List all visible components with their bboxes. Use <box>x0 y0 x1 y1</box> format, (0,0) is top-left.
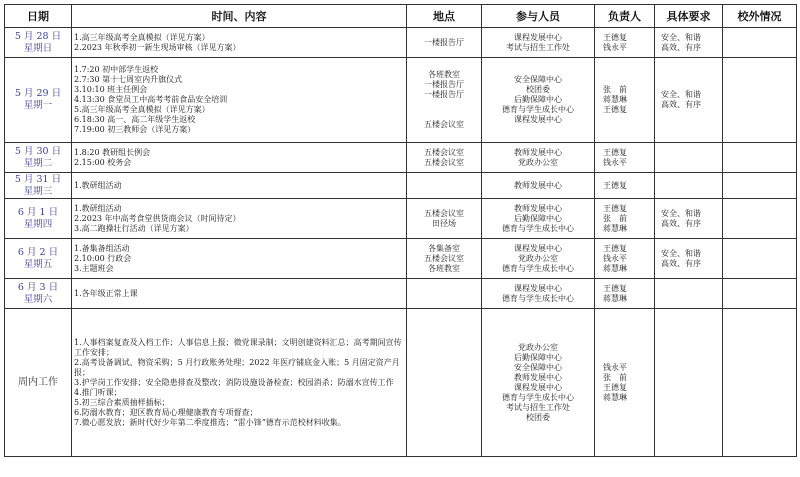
responsible-text: 钱永平 <box>603 42 627 52</box>
location-text: 各班教室 <box>428 70 460 79</box>
location-text: 田径场 <box>432 218 456 228</box>
off-campus-cell <box>723 309 797 457</box>
table-row <box>5 58 797 143</box>
content-item: 2.10:00 行政会 <box>74 253 132 263</box>
requirements-cell <box>655 279 723 309</box>
header-requirements: 具体要求 <box>655 5 723 28</box>
responsible-cell <box>595 239 655 279</box>
participant-text: 课程发展中心 <box>514 243 562 253</box>
requirement-text: 安全、和谐 <box>661 248 701 258</box>
participant-text: 校团委 <box>526 412 550 422</box>
participant-text: 德育与学生成长中心 <box>502 223 574 233</box>
content-item: 5.初三综合素质抽样插标； <box>74 397 170 407</box>
date-cell <box>5 173 72 199</box>
responsible-text: 张 前 <box>603 372 627 382</box>
participant-text: 考试与招生工作处 <box>506 402 570 412</box>
responsible-text: 蒋慧琳 <box>603 95 627 104</box>
responsible-text: 钱永平 <box>603 362 627 372</box>
location-cell <box>407 143 482 173</box>
requirements-cell <box>655 143 723 173</box>
location-text: 各班教室 <box>428 263 460 273</box>
weekly-schedule-table <box>4 4 797 457</box>
requirement-text: 高效、有序 <box>661 218 701 228</box>
participant-text: 教师发展中心 <box>514 372 562 382</box>
off-campus-cell <box>723 143 797 173</box>
header-location: 地点 <box>407 5 482 28</box>
requirement-text: 高效、有序 <box>661 42 701 52</box>
participants-cell <box>482 199 595 239</box>
participants-cell <box>482 309 595 457</box>
participants-cell <box>482 279 595 309</box>
content-item: 2.2023 年中高考食堂供货商会议（时间待定） <box>74 213 241 223</box>
location-text: 各集备室 <box>428 243 460 253</box>
requirement-text: 安全、和谐 <box>661 32 701 42</box>
location-text: 五楼会议室 <box>424 147 464 157</box>
off-campus-cell <box>723 58 797 143</box>
weekday-text: 星期三 <box>23 185 53 197</box>
table-row <box>5 199 797 239</box>
location-cell <box>407 279 482 309</box>
date-text: 6 月 3 日 <box>17 281 59 293</box>
header-row <box>5 5 797 28</box>
participants-cell <box>482 173 595 199</box>
participant-text: 课程发展中心 <box>514 32 562 42</box>
participant-text: 党政办公室 <box>518 253 558 263</box>
date-cell <box>5 28 72 58</box>
participants-cell <box>482 143 595 173</box>
header-content: 时间、内容 <box>72 5 407 28</box>
responsible-text: 钱永平 <box>603 157 627 167</box>
content-item: 1.各年级正常上课 <box>74 288 138 298</box>
table-row <box>5 28 797 58</box>
weekday-text: 星期五 <box>23 258 53 270</box>
content-cell <box>72 279 407 309</box>
responsible-text: 王德复 <box>603 180 627 190</box>
responsible-cell <box>595 143 655 173</box>
content-item: 7.19:00 初三教师会（详见方案） <box>74 125 196 134</box>
requirements-cell <box>655 309 723 457</box>
participant-text: 安全保障中心 <box>514 362 562 372</box>
date-text: 5 月 31 日 <box>14 173 62 185</box>
location-cell <box>407 199 482 239</box>
table-row <box>5 173 797 199</box>
content-item: 1.7:20 初中部学生返校 <box>74 65 159 74</box>
weekly-work-label: 周内工作 <box>5 309 72 457</box>
participant-text: 安全保障中心 <box>514 75 562 84</box>
date-cell <box>5 58 72 143</box>
location-text: 五楼会议室 <box>424 120 464 129</box>
weekday-text: 星期六 <box>23 293 53 305</box>
date-text: 5 月 29 日 <box>14 88 62 99</box>
requirements-cell <box>655 239 723 279</box>
responsible-text: 蒋慧琳 <box>603 263 627 273</box>
responsible-text: 张 前 <box>603 213 627 223</box>
content-cell <box>72 58 407 143</box>
participant-text: 课程发展中心 <box>514 283 562 293</box>
responsible-cell <box>595 279 655 309</box>
participant-text: 后勤保障中心 <box>514 95 562 104</box>
responsible-cell <box>595 309 655 457</box>
responsible-cell <box>595 28 655 58</box>
table-row <box>5 143 797 173</box>
weekday-text: 星期日 <box>23 42 53 54</box>
location-text: 五楼会议室 <box>424 208 464 218</box>
off-campus-cell <box>723 173 797 199</box>
content-item: 3.10:10 班主任例会 <box>74 85 148 94</box>
content-item: 1.教研组活动 <box>74 203 122 213</box>
content-item: 6.18:30 高一、高二年级学生返校 <box>74 115 196 124</box>
responsible-text: 王德复 <box>603 382 627 392</box>
requirements-cell <box>655 173 723 199</box>
date-cell <box>5 279 72 309</box>
weekday-text: 星期二 <box>23 157 53 169</box>
date-text: 6 月 1 日 <box>17 206 59 218</box>
responsible-text: 钱永平 <box>603 253 627 263</box>
off-campus-cell <box>723 279 797 309</box>
requirement-text: 高效、有序 <box>661 100 701 109</box>
content-cell <box>72 239 407 279</box>
participant-text: 党政办公室 <box>518 342 558 352</box>
location-cell <box>407 58 482 143</box>
content-item: 3.主题班会 <box>74 263 114 273</box>
content-item: 7.微心愿发放；新时代好少年第二季度推选；“雷小锋”德育示范校材料收集。 <box>74 417 346 427</box>
content-item: 2.15:00 校务会 <box>74 157 132 167</box>
participants-cell <box>482 28 595 58</box>
location-cell <box>407 309 482 457</box>
date-text: 6 月 2 日 <box>17 246 59 258</box>
responsible-text: 王德复 <box>603 203 627 213</box>
participant-text: 考试与招生工作处 <box>506 42 570 52</box>
header-participants: 参与人员 <box>482 5 595 28</box>
date-text: 5 月 28 日 <box>14 30 62 42</box>
location-text: 五楼会议室 <box>424 253 464 263</box>
content-item: 3.高二跑操壮行活动（详见方案） <box>74 223 194 233</box>
participant-text: 课程发展中心 <box>514 115 562 124</box>
responsible-text: 王德复 <box>603 147 627 157</box>
content-item: 2.高考设备调试、物资采购；5 月行政账务处理；2022 年医疗铺底金入账；5 月固定资产月报； <box>74 357 400 377</box>
requirements-cell <box>655 199 723 239</box>
content-cell <box>72 309 407 457</box>
participant-text: 后勤保障中心 <box>514 352 562 362</box>
content-item: 4.13:30 食堂员工中高考考前食品安全培训 <box>74 95 228 104</box>
content-item: 2.2023 年秋季初一新生现场审核（详见方案） <box>74 42 241 52</box>
responsible-text: 王德复 <box>603 105 627 114</box>
location-text: 一楼报告厅 <box>424 37 464 47</box>
participant-text: 教师发展中心 <box>514 203 562 213</box>
location-text: 五楼会议室 <box>424 157 464 167</box>
requirement-text: 高效、有序 <box>661 258 701 268</box>
location-cell <box>407 239 482 279</box>
participant-text: 课程发展中心 <box>514 382 562 392</box>
content-item: 1.高三年级高考全真模拟（详见方案） <box>74 32 210 42</box>
content-item: 1.8:20 教研组长例会 <box>74 147 151 157</box>
table-row <box>5 309 797 457</box>
date-text: 5 月 30 日 <box>14 145 62 157</box>
content-item: 2.7:30 第十七周室内升旗仪式 <box>74 75 183 84</box>
content-cell <box>72 199 407 239</box>
location-text: 一楼报告厅 <box>424 90 464 99</box>
responsible-cell <box>595 199 655 239</box>
content-item: 6.防溺水教育；迎区教育局心理健康教育专项督查； <box>74 407 258 417</box>
participant-text: 德育与学生成长中心 <box>502 392 574 402</box>
requirement-text: 安全、和谐 <box>661 208 701 218</box>
content-cell <box>72 173 407 199</box>
weekday-text: 星期四 <box>23 218 53 230</box>
date-cell <box>5 143 72 173</box>
weekday-text: 星期一 <box>23 100 53 111</box>
participant-text: 党政办公室 <box>518 157 558 167</box>
requirements-cell <box>655 28 723 58</box>
participant-text: 教师发展中心 <box>514 147 562 157</box>
content-item: 1.备集备组活动 <box>74 243 130 253</box>
content-item: 5.高三年级高考全真模拟（详见方案） <box>74 105 210 114</box>
responsible-cell <box>595 173 655 199</box>
location-text: 一楼报告厅 <box>424 80 464 89</box>
off-campus-cell <box>723 239 797 279</box>
participants-cell <box>482 58 595 143</box>
participants-cell <box>482 239 595 279</box>
participant-text: 德育与学生成长中心 <box>502 293 574 303</box>
content-item: 1.教研组活动 <box>74 180 122 190</box>
responsible-text: 王德复 <box>603 243 627 253</box>
header-date: 日期 <box>5 5 72 28</box>
participant-text: 校团委 <box>526 85 550 94</box>
date-cell <box>5 239 72 279</box>
responsible-text: 蒋慧琳 <box>603 293 627 303</box>
off-campus-cell <box>723 28 797 58</box>
responsible-text: 王德复 <box>603 32 627 42</box>
content-item: 4.推门听课； <box>74 387 122 397</box>
content-item: 3.护学岗工作安排；安全隐患排查及整改；消防设施设备检查；校园消杀；防溺水宣传工作 <box>74 377 394 387</box>
header-off-campus: 校外情况 <box>723 5 797 28</box>
date-cell <box>5 199 72 239</box>
content-cell <box>72 143 407 173</box>
responsible-text: 张 前 <box>603 85 627 94</box>
content-item: 1.人事档案复查及入档工作；人事信息上报；微党课录制；文明创建资料汇总；高考期间宣传工作安排； <box>74 337 402 357</box>
table-row <box>5 279 797 309</box>
responsible-text: 蒋慧琳 <box>603 392 627 402</box>
participant-text: 后勤保障中心 <box>514 213 562 223</box>
location-cell <box>407 28 482 58</box>
requirements-cell <box>655 58 723 143</box>
content-cell <box>72 28 407 58</box>
header-responsible: 负责人 <box>595 5 655 28</box>
responsible-text: 蒋慧琳 <box>603 223 627 233</box>
participant-text: 德育与学生成长中心 <box>502 105 574 114</box>
location-cell <box>407 173 482 199</box>
participant-text: 德育与学生成长中心 <box>502 263 574 273</box>
table-row <box>5 239 797 279</box>
participant-text: 教师发展中心 <box>514 180 562 190</box>
off-campus-cell <box>723 199 797 239</box>
requirement-text: 安全、和谐 <box>661 90 701 99</box>
responsible-cell <box>595 58 655 143</box>
responsible-text: 王德复 <box>603 283 627 293</box>
